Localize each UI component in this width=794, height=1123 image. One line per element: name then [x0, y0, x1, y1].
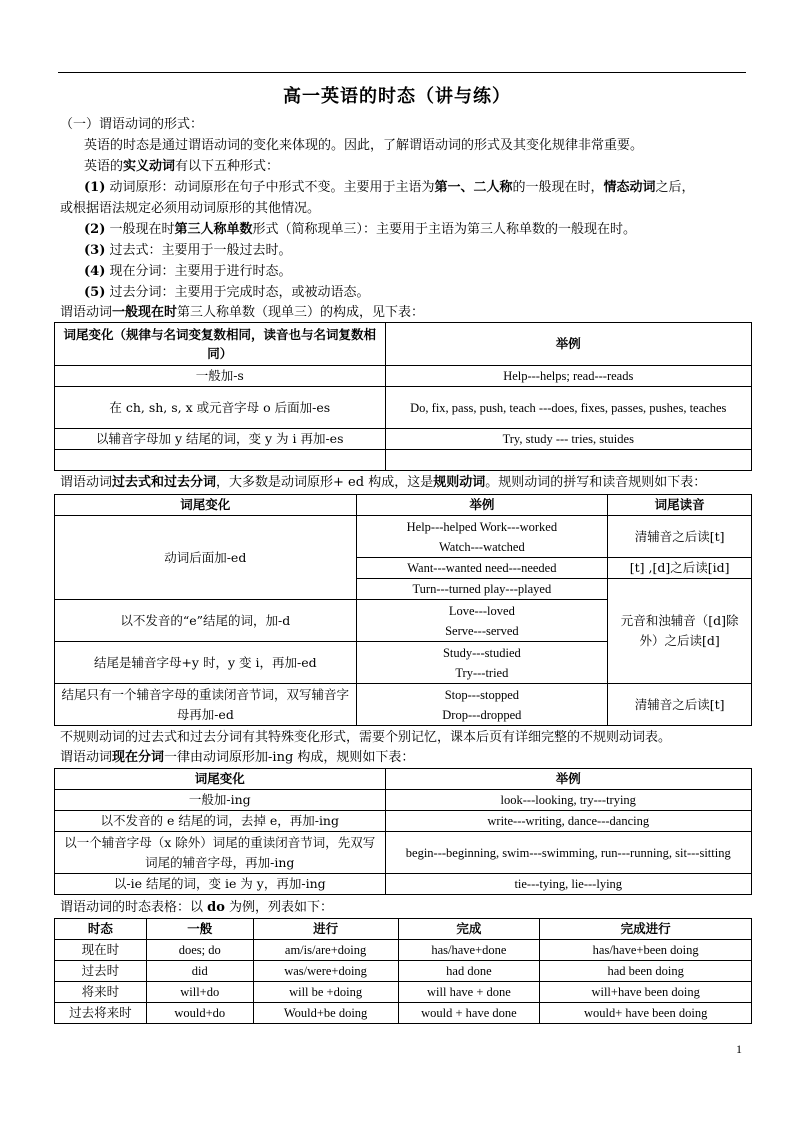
table-cell: will+do — [146, 982, 253, 1003]
table-header: 进行 — [253, 919, 398, 940]
table-header: 时态 — [55, 919, 147, 940]
table-cell: 动词后面加-ed — [55, 516, 357, 600]
table-cell: 清辅音之后读[t] — [608, 516, 752, 558]
tense-table — [54, 918, 752, 1024]
form-3: (3) 过去式：主要用于一般过去时。 — [84, 243, 292, 258]
table-cell: 现在时 — [55, 940, 147, 961]
table-cell: Help---helped Work---worked Watch---watched — [356, 516, 608, 558]
table-header: 完成进行 — [540, 919, 752, 940]
section-heading: （一）谓语动词的形式： — [60, 117, 204, 132]
table-cell: 在 ch, sh, s, x 或元音字母 o 后面加-es — [55, 387, 386, 429]
table-row — [55, 790, 752, 811]
table-cell: look---looking, try---trying — [385, 790, 752, 811]
table-cell: had been doing — [540, 961, 752, 982]
table-header-row — [55, 919, 752, 940]
table-cell: would + have done — [398, 1003, 540, 1024]
table-cell: write---writing, dance---dancing — [385, 811, 752, 832]
form-1-continued: 或根据语法规定必须用动词原形的其他情况。 — [60, 201, 321, 216]
table-cell: 以辅音字母加 y 结尾的词，变 y 为 i 再加-es — [55, 429, 386, 450]
table-cell: Want---wanted need---needed — [356, 558, 608, 579]
form-1: (1) 动词原形：动词原形在句子中形式不变。主要用于主语为第一、二人称的一般现在时，情态动词之后， — [84, 180, 695, 195]
table-cell: Study---studied Try---tried — [356, 642, 608, 684]
form-2: (2) 一般现在时第三人称单数形式（简称现单三）：主要用于主语为第三人称单数的一般现在时。 — [84, 222, 637, 237]
table-cell: did — [146, 961, 253, 982]
table-row — [55, 366, 752, 387]
table-cell: 一般加-ing — [55, 790, 386, 811]
table-cell — [55, 450, 386, 471]
table-cell: Turn---turned play---played — [356, 579, 608, 600]
table4-lead: 谓语动词的时态表格：以 do 为例，列表如下： — [60, 900, 334, 915]
table-cell: Stop---stopped Drop---dropped — [356, 684, 608, 726]
table-header-row — [55, 495, 752, 516]
intro-paragraph: 英语的时态是通过谓语动词的变化来体现的。因此，了解谓语动词的形式及其变化规律非常重要。 — [84, 138, 644, 153]
table-cell: was/were+doing — [253, 961, 398, 982]
table-row — [55, 450, 752, 471]
table-cell: am/is/are+doing — [253, 940, 398, 961]
table-row — [55, 832, 752, 874]
table-header: 一般 — [146, 919, 253, 940]
table-cell: 一般加-s — [55, 366, 386, 387]
table-header: 词尾读音 — [608, 495, 752, 516]
table3-lead: 谓语动词现在分词一律由动词原形加-ing 构成，规则如下表： — [60, 750, 415, 765]
table-cell: [t] ,[d]之后读[id] — [608, 558, 752, 579]
table-cell: would+do — [146, 1003, 253, 1024]
table-row — [55, 1003, 752, 1024]
header-rule — [58, 72, 746, 73]
table-header: 词尾变化 — [55, 495, 357, 516]
table-header-row — [55, 769, 752, 790]
table-cell — [385, 450, 751, 471]
table-cell: 以一个辅音字母（x 除外）词尾的重读闭音节词，先双写词尾的辅音字母，再加-ing — [55, 832, 386, 874]
table-header: 词尾变化 — [55, 769, 386, 790]
table-cell: Do, fix, pass, push, teach ---does, fixes, passes, pushes, teaches — [385, 387, 751, 429]
table-row — [55, 961, 752, 982]
table-row — [55, 387, 752, 429]
table-cell: will be +doing — [253, 982, 398, 1003]
table-header-row — [55, 323, 752, 366]
table-cell: tie---tying, lie---lying — [385, 874, 752, 895]
table-cell: had done — [398, 961, 540, 982]
table-cell: has/have+been doing — [540, 940, 752, 961]
table-cell: would+ have been doing — [540, 1003, 752, 1024]
table-cell: does; do — [146, 940, 253, 961]
table-cell: 元音和浊辅音（[d]除外）之后读[d] — [608, 579, 752, 684]
table-cell: will+have been doing — [540, 982, 752, 1003]
table-cell: 结尾只有一个辅音字母的重读闭音节词，双写辅音字母再加-ed — [55, 684, 357, 726]
third-person-table — [54, 322, 752, 471]
table-cell: Would+be doing — [253, 1003, 398, 1024]
page-title: 高一英语的时态（讲与练） — [283, 86, 511, 107]
past-tense-table — [54, 494, 752, 726]
table-cell: 结尾是辅音字母+y 时，y 变 i，再加-ed — [55, 642, 357, 684]
table-row — [55, 429, 752, 450]
form-5: (5) 过去分词：主要用于完成时态，或被动语态。 — [84, 285, 370, 300]
table-cell: 过去时 — [55, 961, 147, 982]
table-cell: 以不发音的“e”结尾的词，加-d — [55, 600, 357, 642]
table-cell: has/have+done — [398, 940, 540, 961]
table-row — [55, 874, 752, 895]
table-row — [55, 982, 752, 1003]
table-cell: begin---beginning, swim---swimming, run---running, sit---sitting — [385, 832, 752, 874]
page-number: 1 — [736, 1042, 742, 1056]
table1-lead: 谓语动词一般现在时第三人称单数（现单三）的构成，见下表： — [60, 305, 425, 320]
table-row — [55, 516, 752, 558]
table-header: 词尾变化（规律与名词变复数相同，读音也与名词复数相同） — [55, 323, 386, 366]
table-cell: Love---loved Serve---served — [356, 600, 608, 642]
table-header: 举例 — [356, 495, 608, 516]
table-cell: 以不发音的 e 结尾的词，去掉 e，再加-ing — [55, 811, 386, 832]
table-header: 完成 — [398, 919, 540, 940]
table-cell: 清辅音之后读[t] — [608, 684, 752, 726]
table-cell: 过去将来时 — [55, 1003, 147, 1024]
table-cell: will have + done — [398, 982, 540, 1003]
table-row — [55, 811, 752, 832]
irregular-note: 不规则动词的过去式和过去分词有其特殊变化形式，需要个别记忆，课本后页有详细完整的不规则动词表。 — [60, 730, 672, 745]
table2-lead: 谓语动词过去式和过去分词，大多数是动词原形+ ed 构成，这是规则动词。规则动词的拼写和读音规则如下表： — [60, 475, 707, 490]
table-row — [55, 684, 752, 726]
table-cell: 以-ie 结尾的词，变 ie 为 y，再加-ing — [55, 874, 386, 895]
table-row — [55, 940, 752, 961]
present-participle-table — [54, 768, 752, 895]
verb-forms-intro: 英语的实义动词有以下五种形式： — [84, 159, 280, 174]
table-header: 举例 — [385, 769, 752, 790]
table-cell: Help---helps; read---reads — [385, 366, 751, 387]
table-cell: 将来时 — [55, 982, 147, 1003]
table-cell: Try, study --- tries, stuides — [385, 429, 751, 450]
form-4: (4) 现在分词：主要用于进行时态。 — [84, 264, 292, 279]
table-header: 举例 — [385, 323, 751, 366]
